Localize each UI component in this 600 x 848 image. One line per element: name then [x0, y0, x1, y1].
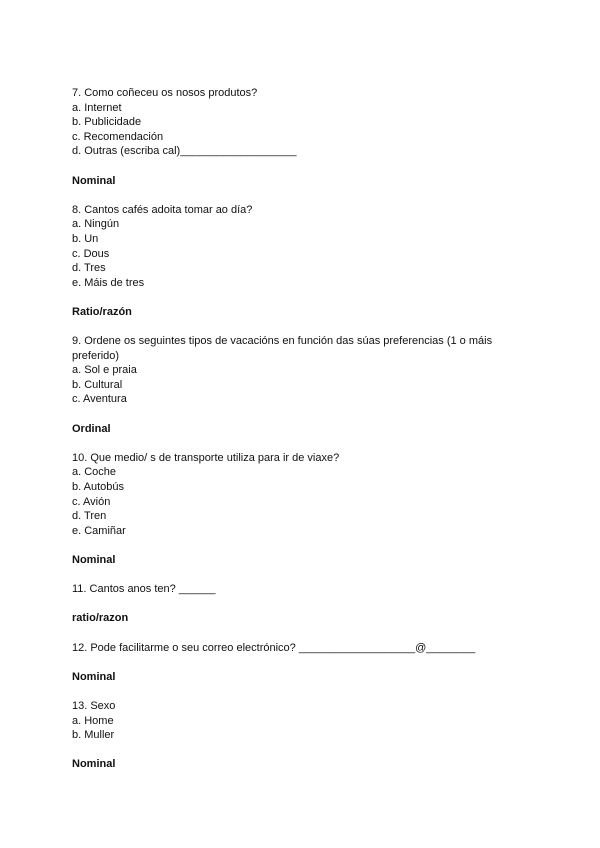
answer-option: c. Avión — [72, 495, 111, 508]
answer-option: a. Home — [72, 714, 114, 727]
question-title: 12. Pode facilitarme o seu correo electrónico? ___________________@________ — [72, 641, 476, 654]
question-block — [72, 699, 502, 772]
question-title: 13. Sexo — [72, 699, 116, 712]
measurement-scale-label: Ratio/razón — [72, 305, 132, 318]
answer-option: b. Publicidade — [72, 116, 142, 129]
question-title: 9. Ordene os seguintes tipos de vacacións en función das súas preferencias (1 o máis preferido) — [72, 335, 493, 362]
answer-option: b. Muller — [72, 729, 115, 742]
question-block — [72, 203, 502, 334]
answer-option: b. Un — [72, 232, 99, 245]
answer-option: e. Camiñar — [72, 524, 126, 537]
measurement-scale-label: Nominal — [72, 174, 116, 187]
measurement-scale-label: Nominal — [72, 670, 116, 683]
question-title: 11. Cantos anos ten? ______ — [72, 583, 216, 596]
answer-option: d. Tres — [72, 262, 106, 275]
answer-option: a. Sol e praia — [72, 364, 137, 377]
question-title: 8. Cantos cafés adoita tomar ao día? — [72, 203, 253, 216]
measurement-scale-label: Nominal — [72, 758, 116, 771]
question-block — [72, 334, 502, 451]
answer-option: a. Ningún — [72, 218, 120, 231]
questionnaire — [72, 86, 502, 772]
answer-option: a. Coche — [72, 466, 117, 479]
measurement-scale-label: Nominal — [72, 554, 116, 566]
question-title: 7. Como coñeceu os nosos produtos? — [72, 87, 258, 99]
answer-option: b. Cultural — [72, 378, 123, 391]
question-title: 10. Que medio/ s de transporte utiliza para ir de viaxe? — [72, 451, 340, 464]
answer-option: e. Máis de tres — [72, 276, 145, 289]
answer-option: c. Aventura — [72, 393, 127, 406]
answer-option: d. Outras (escriba cal)___________________ — [72, 145, 297, 158]
answer-option: c. Recomendación — [72, 130, 164, 143]
question-block — [72, 86, 502, 203]
question-block — [72, 451, 502, 582]
question-block — [72, 641, 502, 699]
answer-option: b. Autobús — [72, 481, 124, 494]
answer-option: a. Internet — [72, 101, 122, 114]
answer-option: c. Dous — [72, 247, 110, 260]
answer-option: d. Tren — [72, 510, 107, 523]
measurement-scale-label: Ordinal — [72, 422, 111, 435]
question-block — [72, 582, 502, 640]
measurement-scale-label: ratio/razon — [72, 612, 129, 625]
